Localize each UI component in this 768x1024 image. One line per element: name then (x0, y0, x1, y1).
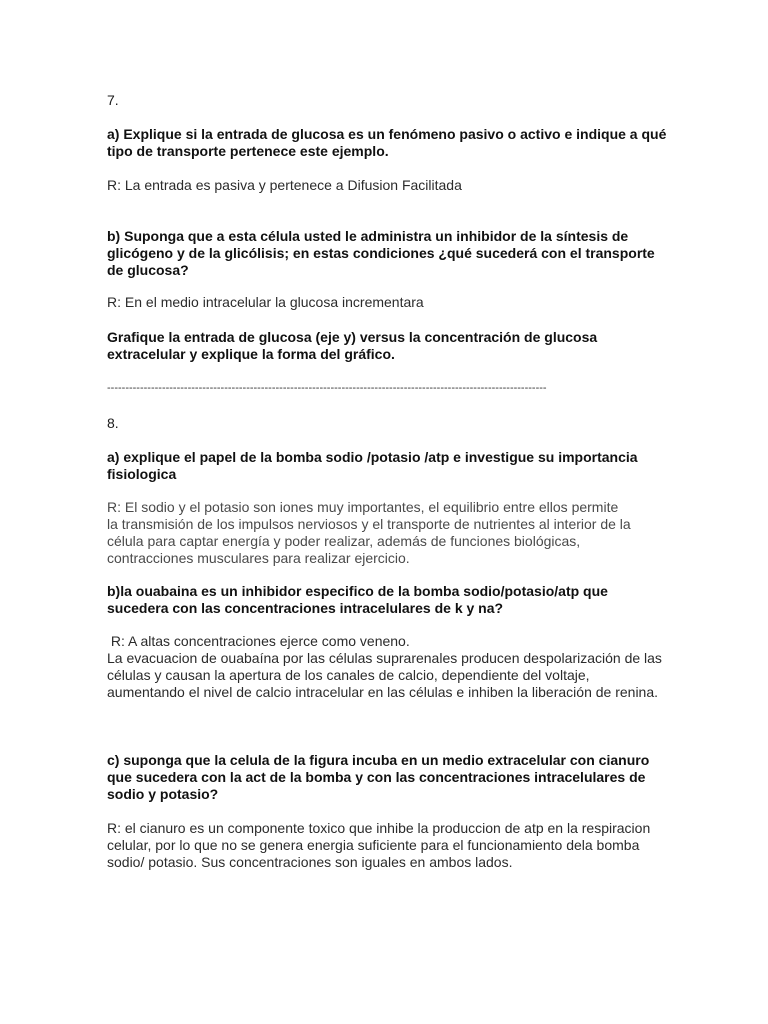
answer-8a-line: la transmisión de los impulsos nerviosos y el transporte de nutrientes al interior de la (107, 516, 631, 532)
question-7a-line: tipo de transporte pertenece este ejemplo. (107, 143, 389, 159)
question-7b (107, 228, 655, 279)
answer-8a (107, 499, 631, 567)
question-8c (107, 752, 649, 803)
question-7b-line: de glucosa? (107, 262, 189, 278)
question-7b-line: b) Suponga que a esta célula usted le administra un inhibidor de la síntesis de (107, 228, 629, 244)
answer-8c-line: R: el cianuro es un componente toxico que inhibe la produccion de atp en la respiracion (107, 820, 651, 836)
answer-8a-line: R: El sodio y el potasio son iones muy importantes, el equilibrio entre ellos permite (107, 499, 619, 515)
question-number-7: 7. (107, 92, 119, 108)
question-8b-line: b)la ouabaina es un inhibidor especifico de la bomba sodio/potasio/atp que (107, 583, 608, 599)
question-8c-line: que sucedera con la act de la bomba y con las concentraciones intracelulares de (107, 769, 646, 785)
answer-8b (107, 633, 662, 701)
answer-8c-line: sodio/ potasio. Sus concentraciones son iguales en ambos lados. (107, 854, 513, 870)
answer-7b: R: En el medio intracelular la glucosa incrementara (107, 294, 424, 310)
question-7a (107, 126, 666, 160)
question-7b-line: glicógeno y de la glicólisis; en estas condiciones ¿qué sucederá con el transporte (107, 245, 655, 261)
answer-7a: R: La entrada es pasiva y pertenece a Difusion Facilitada (107, 177, 462, 193)
answer-8c-line: celular, por lo que no se genera energia suficiente para el funcionamiento dela bomba (107, 837, 640, 853)
answer-8b-line: La evacuacion de ouabaína por las células suprarenales producen despolarización de las (107, 650, 662, 666)
graph-question (107, 329, 597, 363)
question-8b (107, 583, 608, 617)
answer-8a-line: célula para captar energía y poder realizar, además de funciones biológicas, (107, 533, 581, 549)
question-8a-line: fisiologica (107, 466, 177, 482)
graph-question-line: Grafique la entrada de glucosa (eje y) versus la concentración de glucosa (107, 329, 598, 345)
graph-question-line: extracelular y explique la forma del gráfico. (107, 346, 395, 362)
question-8c-line: c) suponga que la celula de la figura incuba en un medio extracelular con cianuro (107, 752, 650, 768)
answer-8b-line: R: A altas concentraciones ejerce como veneno. (107, 633, 410, 649)
question-8a-line: a) explique el papel de la bomba sodio /potasio /atp e investigue su importancia (107, 449, 638, 465)
question-8b-line: sucedera con las concentraciones intracelulares de k y na? (107, 600, 504, 616)
answer-8b-line: células y causan la apertura de los canales de calcio, dependiente del voltaje, (107, 667, 590, 683)
separator-line: ------------------------------------------------------------------------------------------------------------------------ (107, 382, 547, 394)
answer-8b-line: aumentando el nivel de calcio intracelular en las células e inhiben la liberación de renina. (107, 684, 659, 700)
question-number-8: 8. (107, 415, 119, 431)
answer-8c (107, 820, 650, 871)
question-8a (107, 449, 638, 483)
question-7a-line: a) Explique si la entrada de glucosa es un fenómeno pasivo o activo e indique a qué (107, 126, 667, 142)
question-8c-line: sodio y potasio? (107, 786, 219, 802)
answer-8a-line: contracciones musculares para realizar ejercicio. (107, 550, 410, 566)
